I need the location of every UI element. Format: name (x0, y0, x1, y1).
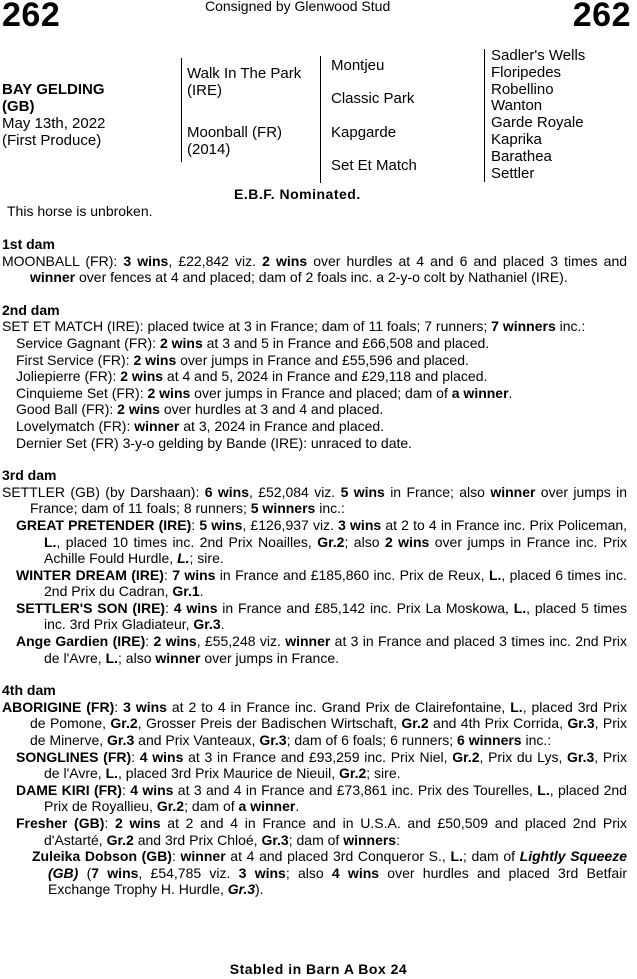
horse-origin: (GB) (2, 98, 35, 115)
second-dam-header: 2nd dam (2, 301, 60, 318)
second-dam-entry: SET ET MATCH (IRE): placed twice at 3 in France; dam of 11 foals; 7 runners; 7 winners inc.: (2, 318, 586, 335)
gen4-5: Garde Royale (491, 114, 584, 132)
list-item: GREAT PRETENDER (IRE): 5 wins, £126,937 viz. 3 wins at 2 to 4 in France inc. Prix Policeman, L., placed 10 times inc. 2nd Prix Noailles, Gr.2; also 2 wins over jumps in France inc. Prix Achille Fould Hurdle, L.; sire. (16, 516, 628, 567)
list-item: Cinquieme Set (FR): 2 wins over jumps in France and placed; dam of a winner. (16, 384, 513, 401)
gen4-3: Robellino (491, 80, 554, 98)
list-item: Good Ball (FR): 2 wins over hurdles at 3 and 4 and placed. (16, 401, 384, 418)
gen4-1: Sadler's Wells (491, 47, 586, 64)
list-item: Zuleika Dobson (GB): winner at 4 and placed 3rd Conqueror S., L.; dam of Lightly Squeeze (GB) (7 wins, £54,785 viz. 3 wins; also 4 wins over hurdles and placed 3rd Betfair Exchange Trophy H. Hurdle, Gr.3). (32, 848, 628, 898)
gen4-2: Floripedes (491, 63, 562, 81)
gen4-7: Barathea (491, 147, 552, 165)
horse-note: (First Produce) (2, 132, 102, 149)
sire-name: Walk In The Park (187, 65, 302, 82)
first-dam-entry: MOONBALL (FR): 3 wins, £22,842 viz. 2 wins over hurdles at 4 and 6 and placed 3 times and winner over fences at 4 and placed; dam of 2 foals inc. a 2-y-o colt by Nathaniel (IRE). (2, 252, 628, 286)
consignor: Consigned by Glenwood Stud (205, 0, 391, 14)
list-item: Dernier Set (FR) 3-y-o gelding by Bande (IRE): unraced to date. (16, 434, 413, 451)
gen4-4: Wanton (491, 97, 543, 115)
sire-dam: Classic Park (331, 90, 415, 107)
list-item: Lovelymatch (FR): winner at 3, 2024 in France and placed. (16, 417, 385, 434)
list-item: Joliepierre (FR): 2 wins at 4 and 5, 2024 in France and £29,118 and placed. (16, 368, 488, 385)
fourth-dam-header: 4th dam (2, 682, 56, 699)
gen4-6: Kaprika (491, 130, 542, 148)
fourth-dam-entry: ABORIGINE (FR): 3 wins at 2 to 4 in France inc. Grand Prix de Clairefontaine, L., placed 3rd Prix de Pomone, Gr.2, Grosser Preis der Badischen Wirtschaft, Gr.2 and 4th Prix Corrida, Gr.3, Prix de Minerve, Gr.3 and Prix Vanteaux, Gr.3; dam of 6 foals; 6 runners; 6 winners inc.: (2, 698, 628, 749)
dam-history (2, 236, 627, 898)
horse-info (2, 81, 105, 149)
unbroken-note: This horse is unbroken. (7, 203, 153, 219)
list-item: Ange Gardien (IRE): 2 wins, £55,248 viz. winner at 3 in France and placed 3 times inc. 2nd Prix de l'Avre, L.; also winner over jumps in France. (16, 633, 627, 666)
list-item: SONGLINES (FR): 4 wins at 3 in France and £93,259 inc. Prix Niel, Gr.2, Prix du Lys, Gr.3, Prix de l'Avre, L., placed 3rd Prix Maurice de Nieuil, Gr.2; sire. (16, 748, 628, 782)
pedigree-divider-3 (484, 49, 485, 182)
third-dam-entry: SETTLER (GB) (by Darshaan): 6 wins, £52,084 viz. 5 wins in France; also winner over jumps in France; dam of 11 foals; 8 runners; 5 winners inc.: (2, 483, 627, 517)
ebf-nominated: E.B.F. Nominated. (234, 186, 361, 202)
stabling-location: Stabled in Barn A Box 24 (229, 961, 408, 977)
dam-name: Moonball (FR) (187, 124, 283, 141)
list-item: SETTLER'S SON (IRE): 4 wins in France and £85,142 inc. Prix La Moskowa, L., placed 5 times inc. 3rd Prix Gladiateur, Gr.3. (16, 599, 627, 633)
list-item: DAME KIRI (FR): 4 wins at 3 and 4 in France and £73,861 inc. Prix des Tourelles, L., placed 2nd Prix de Royallieu, Gr.2; dam of a winner. (16, 781, 627, 815)
dam-year: (2014) (187, 141, 231, 158)
lot-number-right: 262 (572, 0, 631, 34)
dam-sire: Kapgarde (331, 124, 397, 141)
third-dam-header: 3rd dam (2, 467, 57, 484)
pedigree-divider-1 (181, 58, 182, 162)
list-item: Fresher (GB): 2 wins at 2 and 4 in France and in U.S.A. and £50,509 and placed 2nd Prix d'Astarté, Gr.2 and 3rd Prix Chloé, Gr.3; dam of winners: (16, 815, 627, 848)
horse-description: BAY GELDING (2, 81, 105, 98)
list-item: WINTER DREAM (IRE): 7 wins in France and £185,860 inc. Prix de Reux, L., placed 6 times inc. 2nd Prix du Cadran, Gr.1. (16, 566, 627, 600)
first-dam-header: 1st dam (2, 236, 55, 252)
lot-number-left: 262 (2, 0, 61, 34)
pedigree-divider-2 (320, 56, 321, 183)
horse-foaled: May 13th, 2022 (2, 115, 106, 132)
sire-sire: Montjeu (331, 57, 385, 74)
list-item: Service Gagnant (FR): 2 wins at 3 and 5 in France and £66,508 and placed. (16, 334, 490, 351)
dam-dam: Set Et Match (331, 157, 417, 174)
list-item: First Service (FR): 2 wins over jumps in France and £55,596 and placed. (16, 351, 469, 368)
pedigree-gen4 (491, 48, 585, 182)
sire-suffix: (IRE) (187, 82, 222, 99)
gen4-8: Settler (491, 164, 535, 182)
pedigree-sire (187, 65, 301, 99)
pedigree-dam (187, 124, 282, 158)
